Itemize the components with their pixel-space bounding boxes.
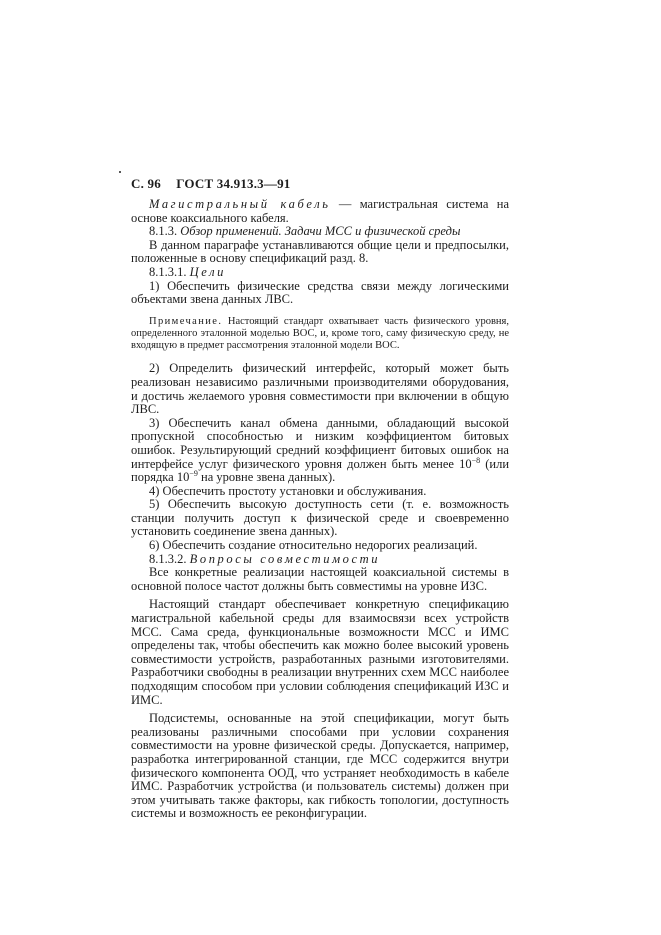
note-text: Настоящий стандарт охватывает часть физического уровня, определенного эталонной моделью ВОС, и, кроме того, саму физическую среду, не входящую в предмет рассмотрения эталонной модели ВОС. [131, 315, 509, 352]
section-heading-8-1-3-2 [131, 553, 509, 567]
paragraph-compatibility: Все конкретные реализации настоящей коаксиальной системы в основной полосе частот должны быть совместимы на уровне ИЗС. [131, 565, 509, 593]
section-title: Цели [189, 264, 226, 279]
paragraph-standard-spec: Настоящий стандарт обеспечивает конкретную спецификацию магистральной кабельной среды для взаимосвязи всех устройств МСС. Сама среда, функциональные возможности МСС и ИМС определены так, чтобы обеспечить как можно более высокий уровень совместимости устройств, разработанных разными изготовителями. Разработчики свободны в реализации внутренних схем МСС наиболее подходящим способом при условии соблюдения спецификаций ИЗС и ИМС. [131, 597, 509, 707]
goal-3-text-a: 3) Обеспечить канал обмена данными, обладающий высокой пропускной способностью и низким коэффициентом битовых ошибок. Результирующий средний коэффициент битовых ошибок на интерфейсе услуг физического уровня должен быть менее 10 [131, 415, 509, 471]
goal-item-6: 6) Обеспечить создание относительно недорогих реализаций. [149, 538, 478, 553]
exponent-1: −8 [471, 455, 481, 465]
section-heading-8-1-3-1 [131, 266, 509, 280]
page-number: С. 96 [131, 176, 161, 191]
definition-text: — магистральная система на основе коаксиального кабеля. [131, 197, 510, 225]
section-heading-8-1-3 [131, 225, 509, 239]
section-title: Вопросы совместимости [189, 551, 381, 566]
term-trunk-cable: Магистральный кабель [149, 197, 331, 211]
section-number: 8.1.3.1. [149, 264, 190, 279]
paragraph-definition [131, 198, 509, 225]
goal-item-5: 5) Обеспечить высокую доступность сети (т. е. возможность станции получить доступ к физической среде и своевременно установить соединение звена данных). [131, 497, 509, 539]
section-number: 8.1.3. [149, 224, 181, 239]
paragraph-subsystems: Подсистемы, основанные на этой спецификации, могут быть реализованы различными способами при условии сохранения совместимости на уровне физической среды. Допускается, например, разработка интегрированной станции, где МСС содержится внутри физического компонента ООД, что устраняет необходимость в кабеле ИМС. Разработчик устройства (и пользователь системы) должен при этом учитывать также факторы, как гибкость топологии, доступность системы и возможность ее реконфигурации. [131, 711, 509, 821]
standard-code: ГОСТ 34.913.3—91 [176, 176, 291, 191]
goal-item-2: 2) Определить физический интерфейс, который может быть реализован независимо различными производителями оборудования, и достичь желаемого уровня совместимости при включении в общую ЛВС. [131, 361, 509, 417]
exponent-2: −9 [189, 468, 198, 478]
note-label: Примечание. [149, 315, 223, 327]
page-header [131, 176, 290, 191]
margin-dot [119, 171, 121, 173]
page-body [131, 198, 509, 821]
goal-item-4: 4) Обеспечить простоту установки и обслуживания. [149, 483, 427, 498]
paragraph-intro: В данном параграфе устанавливаются общие цели и предпосылки, положенные в основу спецификаций разд. 8. [131, 237, 509, 266]
section-title: Обзор применений. Задачи МСС и физической среды [180, 224, 461, 239]
goal-3-text-c: на уровне звена данных). [197, 470, 336, 485]
goal-3-text-b: (или порядка 10 [131, 456, 510, 485]
goal-item-3 [131, 417, 509, 485]
section-number: 8.1.3.2. [149, 551, 190, 566]
note-paragraph [131, 316, 509, 353]
goal-item-1: 1) Обеспечить физические средства связи между логическими объектами звена данных ЛВС. [131, 278, 509, 307]
